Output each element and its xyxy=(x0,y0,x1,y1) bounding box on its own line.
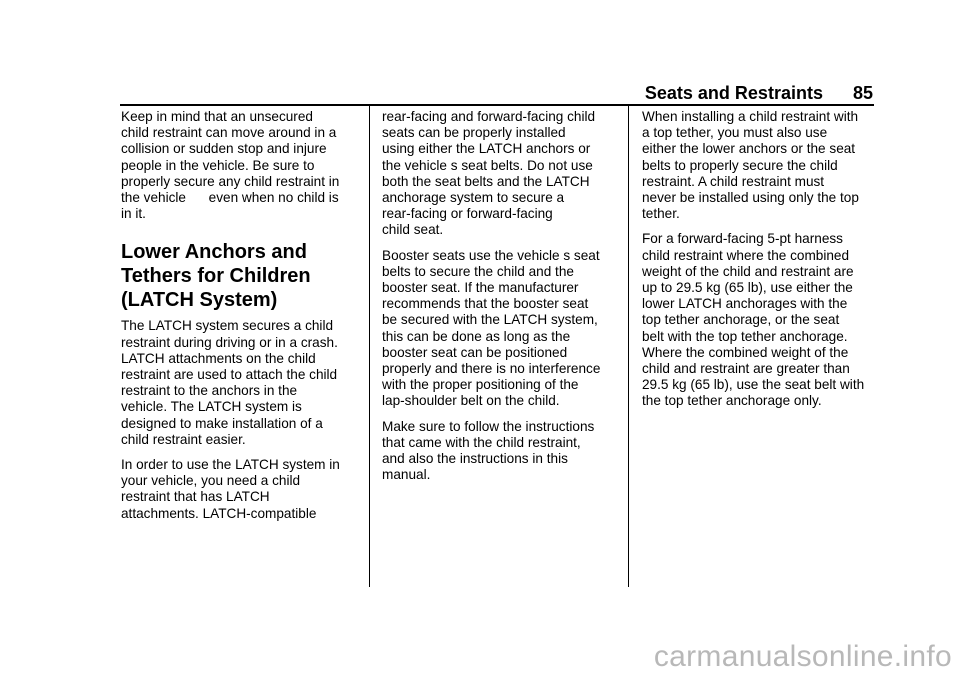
paragraph xyxy=(642,109,878,222)
paragraph xyxy=(382,109,618,239)
text-line: 29.5 kg (65 lb), use the seat belt with xyxy=(642,377,865,393)
column-3 xyxy=(642,109,878,419)
text-line: with the proper positioning of the xyxy=(382,377,579,393)
section-heading xyxy=(121,240,357,312)
watermark-link[interactable]: carmanualsonline.info xyxy=(653,640,952,673)
paragraph xyxy=(382,248,618,410)
heading-line: Tethers for Children xyxy=(121,265,311,288)
text-line: child seat. xyxy=(382,222,444,238)
text-line: people in the vehicle. Be sure to xyxy=(121,157,315,173)
text-line: manual. xyxy=(382,467,431,483)
column-2 xyxy=(382,109,618,492)
text-line: belts to properly secure the child xyxy=(642,157,838,173)
text-line: seats can be properly installed xyxy=(382,125,566,141)
text-line: collision or sudden stop and injure xyxy=(121,141,327,157)
text-line: child and restraint are greater than xyxy=(642,361,850,377)
text-line: up to 29.5 kg (65 lb), use either the xyxy=(642,280,853,296)
paragraph xyxy=(121,109,357,222)
page-header xyxy=(645,83,873,104)
text-line: weight of the child and restraint are xyxy=(642,263,854,279)
column-1 xyxy=(121,109,357,531)
text-line: belt with the top tether anchorage. xyxy=(642,328,848,344)
heading-line: Lower Anchors and xyxy=(121,241,307,264)
text-line: booster seat can be positioned xyxy=(382,344,568,360)
text-line: lower LATCH anchorages with the xyxy=(642,296,848,312)
text-line: LATCH attachments on the child xyxy=(121,350,316,366)
text-line: recommends that the booster seat xyxy=(382,296,589,312)
text-line: rear-facing and forward-facing child xyxy=(382,109,596,124)
text-line: restraint. A child restraint must xyxy=(642,173,825,189)
text-line: the vehicle s seat belts. Do not use xyxy=(382,157,593,173)
text-line: The LATCH system secures a child xyxy=(121,318,334,334)
text-line: belts to secure the child and the xyxy=(382,263,574,279)
text-line: child restraint can move around in a xyxy=(121,125,337,141)
text-line: and also the instructions in this xyxy=(382,451,568,467)
text-line: For a forward-facing 5-pt harness xyxy=(642,231,843,247)
page-number: 85 xyxy=(852,83,873,103)
text-line: properly secure any child restraint in xyxy=(121,173,340,189)
paragraph xyxy=(642,231,878,409)
text-line: either the lower anchors or the seat xyxy=(642,141,856,157)
text-line: your vehicle, you need a child xyxy=(121,473,301,489)
text-line: designed to make installation of a xyxy=(121,415,323,431)
text-line: restraint to the anchors in the xyxy=(121,383,298,399)
text-line: this can be done as long as the xyxy=(382,328,571,344)
text-line: anchorage system to secure a xyxy=(382,190,565,206)
text-line: be secured with the LATCH system, xyxy=(382,312,598,328)
header-rule xyxy=(120,104,874,106)
text-line: that came with the child restraint, xyxy=(382,434,581,450)
text-line: lap-shoulder belt on the child. xyxy=(382,393,560,409)
text-line: restraint during driving or in a crash. xyxy=(121,334,338,350)
heading-line: (LATCH System) xyxy=(121,289,278,312)
text-line: Keep in mind that an unsecured xyxy=(121,109,313,124)
section-title: Seats and Restraints xyxy=(644,83,823,103)
text-line: When installing a child restraint with xyxy=(642,109,859,124)
text-line: child restraint easier. xyxy=(121,431,246,447)
text-line: In order to use the LATCH system in xyxy=(121,457,340,473)
text-line: the vehicle even when no child is xyxy=(121,190,339,206)
text-line: restraint that has LATCH xyxy=(121,489,270,505)
text-line: restraint are used to attach the child xyxy=(121,367,338,383)
text-line: Make sure to follow the instructions xyxy=(382,418,595,434)
text-line: tether. xyxy=(642,206,680,222)
text-line: attachments. LATCH-compatible xyxy=(121,505,317,521)
paragraph xyxy=(121,457,357,522)
paragraph xyxy=(382,419,618,484)
text-line: a top tether, you must also use xyxy=(642,125,828,141)
text-line: Where the combined weight of the xyxy=(642,344,849,360)
text-line: the top tether anchorage only. xyxy=(642,393,822,409)
text-line: properly and there is no interference xyxy=(382,361,601,377)
column-divider xyxy=(628,106,629,587)
text-line: Booster seats use the vehicle s seat xyxy=(382,247,600,263)
column-divider xyxy=(369,106,370,587)
text-line: booster seat. If the manufacturer xyxy=(382,280,579,296)
text-line: both the seat belts and the LATCH xyxy=(382,173,590,189)
text-line: rear-facing or forward-facing xyxy=(382,206,553,222)
text-line: in it. xyxy=(121,206,146,222)
text-line: child restraint where the combined xyxy=(642,247,850,263)
paragraph xyxy=(121,318,357,448)
text-line: vehicle. The LATCH system is xyxy=(121,399,302,415)
text-line: never be installed using only the top xyxy=(642,190,859,206)
text-line: using either the LATCH anchors or xyxy=(382,141,591,157)
text-line: top tether anchorage, or the seat xyxy=(642,312,840,328)
